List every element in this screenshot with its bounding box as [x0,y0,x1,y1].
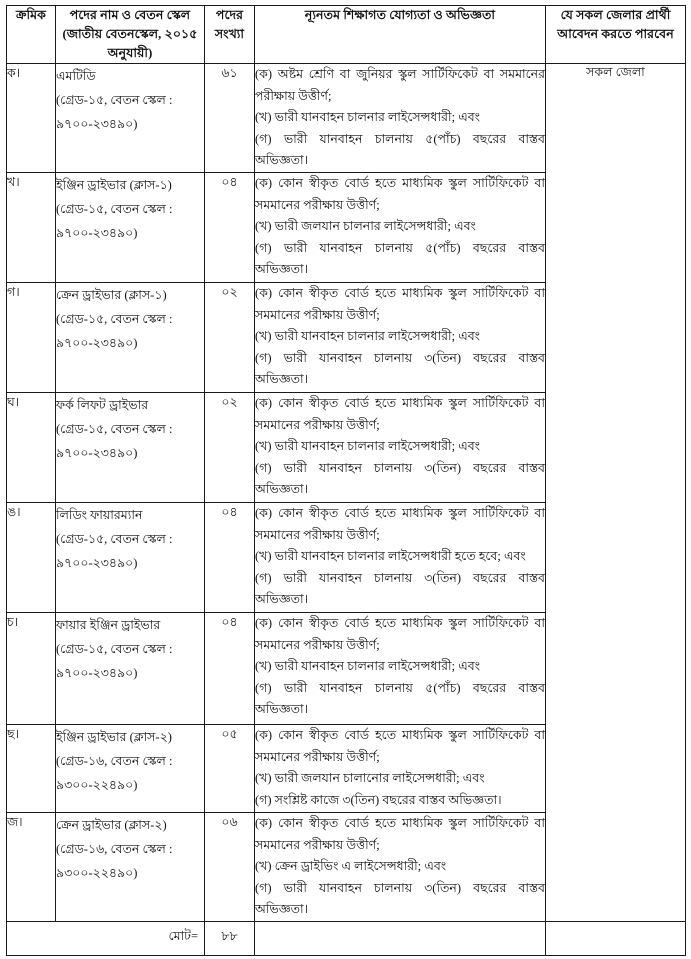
table-row [7,64,686,173]
header-post-count [205,6,255,64]
row-qualification [255,173,546,283]
row-post-count: ০২ [205,393,255,503]
header-post-name-line2: (জাতীয় বেতনস্কেল, ২০১৫ [62,27,198,41]
total-label: মোট= [7,921,205,955]
post-title: ক্রেন ড্রাইভার (ক্লাস-২) [56,818,167,832]
qualification-item-a: (ক) কোন স্বীকৃত বোর্ড হতে মাধ্যমিক স্কুল সার্টিফিকেট বা সমমানের পরীক্ষায় উত্তীর্ণ; [255,616,545,652]
header-post-count-line1: পদের [215,8,244,22]
row-post-count: ০৪ [205,613,255,725]
row-post-count: ০৪ [205,503,255,613]
post-grade: (গ্রেড-১৫, বেতন স্কেল : [56,422,173,436]
qualification-item-b: (খ) ভারী জলযান চালানোর লাইসেন্সধারী; এবং [255,771,485,785]
row-serial: ক। [7,64,56,173]
row-post-name [56,393,205,503]
qualification-item-b: (খ) ভারী যানবাহন চালনার লাইসেন্সধারী; এবং [255,439,481,453]
post-title: ইঞ্জিন ড্রাইভার (ক্লাস-১) [56,178,172,192]
total-count: ৮৮ [205,921,255,955]
row-post-name [56,64,205,173]
post-pay-scale: ৯৭০০-২৩৪৯০) [56,666,138,680]
qualification-item-a: (ক) কোন স্বীকৃত বোর্ড হতে মাধ্যমিক স্কুল সার্টিফিকেট বা সমমানের পরীক্ষায় উত্তীর্ণ; [255,816,545,852]
qualification-item-b: (খ) ভারী যানবাহন চালনার লাইসেন্সধারী; এবং [255,329,481,343]
header-post-name [56,6,205,64]
row-post-name [56,813,205,922]
qualification-item-c: (গ) ভারী যানবাহন চালনায় ৩(তিন) বছরের বাস্তব অভিজ্ঞতা। [255,460,545,496]
total-qualification-blank [255,921,546,955]
qualification-item-c: (গ) ভারী যানবাহন চালনায় ৩(তিন) বছরের বাস্তব অভিজ্ঞতা। [255,880,545,916]
row-district: সকল জেলা [546,64,686,922]
qualification-item-c: (গ) ভারী যানবাহন চালনায় ৫(পাঁচ) বছরের বাস্তব অভিজ্ঞতা। [255,131,545,167]
row-serial: ঙ। [7,503,56,613]
row-qualification [255,283,546,393]
row-serial: খ। [7,173,56,283]
qualification-item-a: (ক) কোন স্বীকৃত বোর্ড হতে মাধ্যমিক স্কুল সার্টিফিকেট বা সমমানের পরীক্ষায় উত্তীর্ণ; [255,286,545,322]
row-qualification [255,64,546,173]
qualification-item-a: (ক) কোন স্বীকৃত বোর্ড হতে মাধ্যমিক স্কুল সার্টিফিকেট বা সমমানের পরীক্ষায় উত্তীর্ণ; [255,176,545,212]
table-header [7,6,686,64]
post-title: ফর্ক লিফট ড্রাইভার [56,398,149,412]
table-body [7,64,686,956]
qualification-item-c: (গ) ভারী যানবাহন চালনায় ৫(পাঁচ) বছরের বাস্তব অভিজ্ঞতা। [255,240,545,276]
qualification-item-a: (ক) কোন স্বীকৃত বোর্ড হতে মাধ্যমিক স্কুল সার্টিফিকেট বা সমমানের পরীক্ষায় উত্তীর্ণ; [255,728,545,764]
row-qualification [255,503,546,613]
post-pay-scale: ৯৭০০-২৩৪৯০) [56,336,138,350]
post-pay-scale: ৯৭০০-২৩৪৯০) [56,446,138,460]
header-district-line2: আবেদন করতে পারবেন [557,27,674,41]
total-district-blank [546,921,686,955]
post-grade: (গ্রেড-১৬, বেতন স্কেল : [56,842,173,856]
header-post-name-line3: অনুযায়ী) [107,46,153,60]
qualification-item-c: (গ) ভারী যানবাহন চালনায় ৩(তিন) বছরের বাস্তব অভিজ্ঞতা। [255,570,545,606]
post-pay-scale: ৯৭০০-২৩৪৯০) [56,556,138,570]
post-grade: (গ্রেড-১৫, বেতন স্কেল : [56,532,173,546]
job-circular-table [6,5,686,956]
row-qualification [255,813,546,922]
row-serial: ঘ। [7,393,56,503]
qualification-item-b: (খ) ক্রেন ড্রাইভিং এ লাইসেন্সধারী; এবং [255,859,447,873]
qualification-item-b: (খ) ভারী যানবাহন চালনার লাইসেন্সধারী; এবং [255,659,481,673]
post-grade: (গ্রেড-১৬, বেতন স্কেল : [56,754,173,768]
total-row [7,921,686,955]
qualification-item-c: (গ) সংশ্লিষ্ট কাজে ৩(তিন) বছরের বাস্তব অভিজ্ঞতা। [255,792,502,807]
qualification-item-a: (ক) কোন স্বীকৃত বোর্ড হতে মাধ্যমিক স্কুল সার্টিফিকেট বা সমমানের পরীক্ষায় উত্তীর্ণ; [255,396,545,432]
row-qualification [255,725,546,813]
row-post-count: ০৫ [205,725,255,813]
row-serial: গ। [7,283,56,393]
row-post-count: ৬১ [205,64,255,173]
row-post-name [56,173,205,283]
post-title: এমটিডি [56,69,96,83]
post-grade: (গ্রেড-১৫, বেতন স্কেল : [56,93,173,107]
header-post-count-line2: সংখ্যা [214,27,245,41]
row-post-name [56,725,205,813]
post-title: লিডিং ফায়ারম্যান [56,508,143,522]
row-post-count: ০৬ [205,813,255,922]
row-post-name [56,613,205,725]
row-post-count: ০২ [205,283,255,393]
post-title: ক্রেন ড্রাইভার (ক্লাস-১) [56,288,167,302]
header-row [7,6,686,64]
row-post-name [56,283,205,393]
post-pay-scale: ৯৭০০-২৩৪৯০) [56,117,138,131]
row-qualification [255,613,546,725]
post-grade: (গ্রেড-১৫, বেতন স্কেল : [56,312,173,326]
row-serial: চ। [7,613,56,725]
post-pay-scale: ৯৩০০-২২৪৯০) [56,866,138,880]
post-title: ইঞ্জিন ড্রাইভার (ক্লাস-২) [56,730,172,744]
qualification-item-a: (ক) কোন স্বীকৃত বোর্ড হতে মাধ্যমিক স্কুল সার্টিফিকেট বা সমমানের পরীক্ষায় উত্তীর্ণ; [255,506,545,542]
qualification-item-c: (গ) ভারী যানবাহন চালনায় ৩(তিন) বছরের বাস্তব অভিজ্ঞতা। [255,350,545,386]
post-title: ফায়ার ইঞ্জিন ড্রাইভার [56,618,161,632]
row-serial: ছ। [7,725,56,813]
row-post-count: ০৪ [205,173,255,283]
header-serial: ক্রমিক [7,6,56,64]
header-post-name-line1: পদের নাম ও বেতন স্কেল [69,8,191,22]
post-pay-scale: ৯৩০০-২২৪৯০) [56,778,138,792]
post-pay-scale: ৯৭০০-২৩৪৯০) [56,226,138,240]
row-serial: জ। [7,813,56,922]
qualification-item-b: (খ) ভারী জলযান চালনার লাইসেন্সধারী; এবং [255,219,476,233]
qualification-item-b: (খ) ভারী যানবাহন চালনার লাইসেন্সধারী; এবং [255,110,481,124]
qualification-item-b: (খ) ভারী যানবাহন চালনার লাইসেন্সধারী হতে হবে; এবং [255,549,526,563]
post-grade: (গ্রেড-১৫, বেতন স্কেল : [56,202,173,216]
header-qualification: ন্যূনতম শিক্ষাগত যোগ্যতা ও অভিজ্ঞতা [255,6,546,64]
qualification-item-a: (ক) অষ্টম শ্রেণি বা জুনিয়র স্কুল সার্টিফিকেট বা সমমানের পরীক্ষায় উত্তীর্ণ; [255,67,545,103]
post-grade: (গ্রেড-১৫, বেতন স্কেল : [56,642,173,656]
header-district-line1: যে সকল জেলার প্রার্থী [560,8,671,22]
header-district [546,6,686,64]
qualification-item-c: (গ) ভারী যানবাহন চালনায় ৫(পাঁচ) বছরের বাস্তব অভিজ্ঞতা। [255,680,545,716]
row-post-name [56,503,205,613]
row-qualification [255,393,546,503]
